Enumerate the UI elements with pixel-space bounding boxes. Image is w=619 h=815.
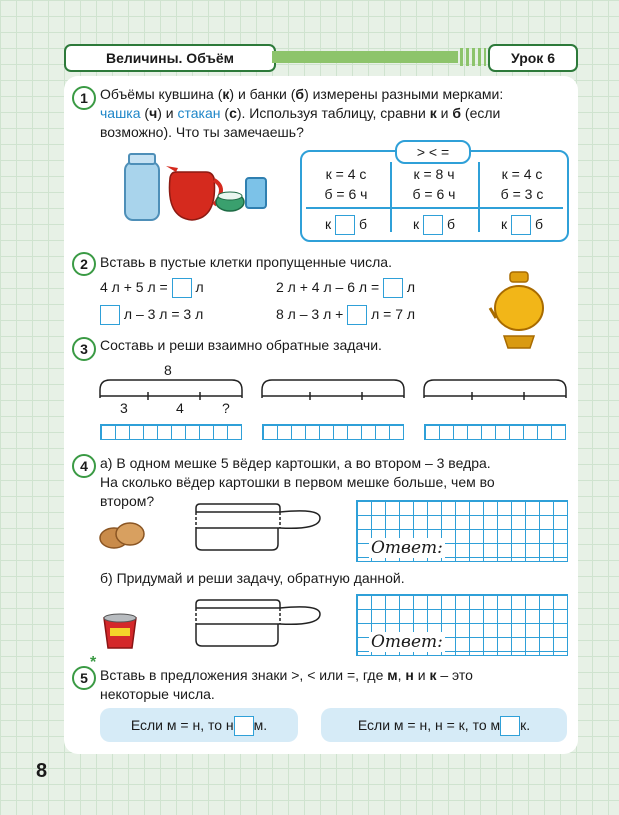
answer-cells-3[interactable] (424, 424, 566, 440)
comparison-diagram-a (190, 500, 330, 560)
potatoes-icon (98, 518, 148, 552)
compare-signs-label: > < = (395, 140, 471, 164)
cup-icon (216, 192, 244, 211)
segment-diagram-1 (96, 376, 246, 400)
task-2-number: 2 (72, 252, 96, 276)
segment-part-2: 4 (176, 400, 184, 416)
jar-jug-cup-glass-illustration (118, 150, 278, 225)
table-column: к = 4 с б = 3 с к б (478, 164, 566, 235)
equation-1: 4 л + 5 л = л (100, 278, 204, 298)
bucket-icon (100, 608, 140, 652)
sign-box[interactable] (234, 716, 254, 736)
segment-part-1: 3 (120, 400, 128, 416)
equation-2: 2 л + 4 л – 6 л = л (276, 278, 415, 298)
task-4-number: 4 (72, 454, 96, 478)
task-4a-text: а) В одном мешке 5 вёдер картошки, а во втором – 3 ведра. На сколько вёдер картошки в первом мешке больше, чем во втором? (100, 455, 495, 509)
answer-box[interactable] (347, 305, 367, 325)
comparison-diagram-b (190, 596, 330, 656)
segment-diagram-3 (420, 376, 570, 400)
segment-total-label: 8 (164, 362, 172, 378)
jar-icon (125, 154, 159, 220)
answer-box[interactable] (100, 305, 120, 325)
glass-icon (246, 178, 266, 208)
answer-box[interactable] (423, 215, 443, 235)
answer-label-b: Ответ: (371, 632, 443, 652)
equation-3: л – 3 л = 3 л (100, 305, 203, 325)
task-5-text: Вставь в предложения знаки >, < или =, где м, н и к – это некоторые числа. (100, 667, 473, 702)
samovar-icon (486, 262, 552, 352)
task-4b-text: б) Придумай и реши задачу, обратную данной. (100, 570, 405, 586)
answer-box[interactable] (383, 278, 403, 298)
equation-4: 8 л – 3 л + л = 7 л (276, 305, 415, 325)
answer-box[interactable] (172, 278, 192, 298)
section-title: Величины. Объём (64, 44, 276, 72)
statement-1: Если м = н, то н м. (100, 708, 298, 742)
star-mark: * (90, 654, 97, 671)
table-column: к = 4 с б = 6 ч к б (302, 164, 390, 235)
header-bar (272, 51, 458, 63)
task-3-text: Составь и реши взаимно обратные задачи. (100, 337, 382, 353)
task-1-number: 1 (72, 86, 96, 110)
sign-box[interactable] (500, 716, 520, 736)
task-1-text: Объёмы кувшина (к) и банки (б) измерены разными мерками: чашка (ч) и стакан (с). Используя таблицу, сравни к и б (если возможно). Что ты замечаешь? (100, 86, 504, 140)
answer-cells-2[interactable] (262, 424, 404, 440)
task-5-number: 5 (72, 666, 96, 690)
task-3-number: 3 (72, 337, 96, 361)
answer-box[interactable] (335, 215, 355, 235)
task-2-text: Вставь в пустые клетки пропущенные числа. (100, 254, 392, 270)
table-column: к = 8 ч б = 6 ч к б (390, 164, 478, 235)
segment-part-3: ? (222, 400, 230, 416)
page-number: 8 (36, 760, 48, 782)
header-stripes (460, 48, 486, 66)
answer-cells-1[interactable] (100, 424, 242, 440)
answer-box[interactable] (511, 215, 531, 235)
jug-icon (166, 166, 221, 220)
segment-diagram-2 (258, 376, 408, 400)
statement-2: Если м = н, н = к, то м к. (321, 708, 567, 742)
lesson-label: Урок 6 (488, 44, 578, 72)
answer-label-a: Ответ: (371, 538, 443, 558)
